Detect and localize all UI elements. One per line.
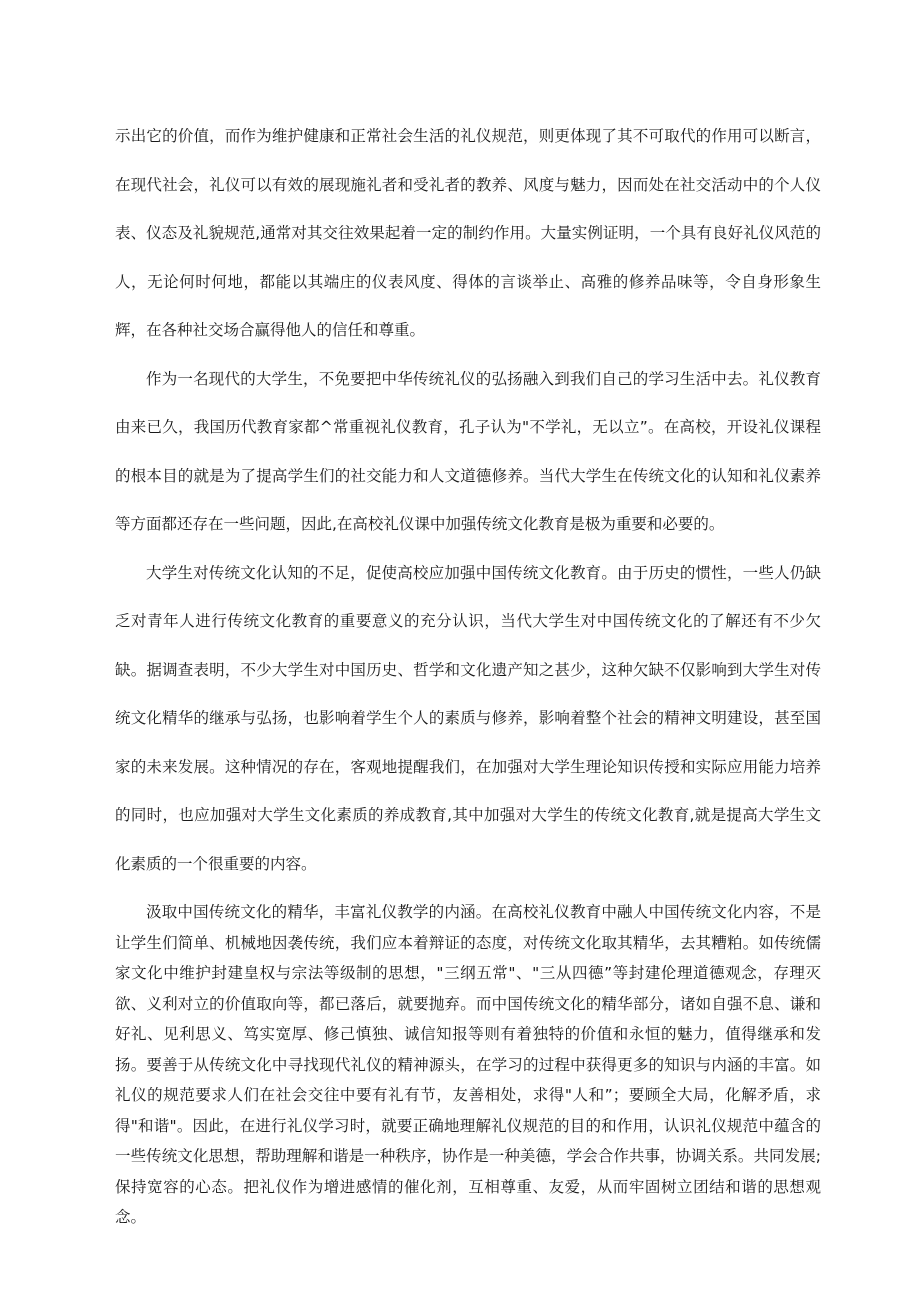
paragraph-cultural-essence: 汲取中国传统文化的精华，丰富礼仪教学的内涵。在高校礼仪教育中融人中国传统文化内容，不是让学生们简单、机械地因袭传统，我们应本着辩证的态度，对传统文化取其精华，去其糟粕。如传统儒家文化中维护封建皇权与宗法等级制的思想，"三纲五常"、"三从四德”等封建伦理道德观念，存理灭欲、义利对立的价值取向等，都已落后，就要抛弃。而中国传统文化的精华部分，诸如自强不息、谦和好礼、见利思义、笃实宽厚、修己慎独、诚信知报等则有着独特的价值和永恒的魅力，值得继承和发扬。要善于从传统文化中寻找现代礼仪的精神源头，在学习的过程中获得更多的知识与内涵的丰富。如礼仪的规范要求人们在社会交往中要有礼有节，友善相处，求得"人和”；要顾全大局，化解矛盾，求得"和谐"。因此，在进行礼仪学习时，就要正确地理解礼仪规范的目的和作用，认识礼仪规范中蕴含的一些传统文化思想，帮助理解和谐是一种秩序，协作是一种美德，学会合作共事，协调关系。共同发展;保持宽容的心态。把礼仪作为增进感情的催化剂，互相尊重、友爱，从而牢固树立团结和谐的思想观念。 — [115, 903, 821, 1226]
paragraph-cultural-awareness: 大学生对传统文化认知的不足，促使高校应加强中国传统文化教育。由于历史的惯性，一些人仍缺乏对青年人进行传统文化教育的重要意义的充分认识，当代大学生对中国传统文化的了解还有不少欠缺。据调查表明，不少大学生对中国历史、哲学和文化遗产知之甚少，这种欠缺不仅影响到大学生对传统文化精华的继承与弘扬，也影响着学生个人的素质与修养，影响着整个社会的精神文明建设，甚至国家的未来发展。这种情况的存在，客观地提醒我们，在加强对大学生理论知识传授和实际应用能力培养的同时，也应加强对大学生文化素质的养成教育,其中加强对大学生的传统文化教育,就是提高大学生文化素质的一个很重要的内容。 — [115, 563, 821, 873]
paragraph-student-etiquette: 作为一名现代的大学生，不免要把中华传统礼仪的弘扬融入到我们自己的学习生活中去。礼仪教育由来已久，我国历代教育家都^常重视礼仪教育，孔子认为"不学礼，无以立”。在高校，开设礼仪课程的根本目的就是为了提高学生们的社交能力和人文道德修养。当代大学生在传统文化的认知和礼仪素养等方面都还存在一些问题，因此,在高校礼仪课中加强传统文化教育是极为重要和必要的。 — [115, 369, 821, 533]
document-page — [115, 112, 821, 1233]
paragraph-etiquette-value: 示出它的价值，而作为维护健康和正常社会生活的礼仪规范，则更体现了其不可取代的作用可以断言，在现代社会，礼仪可以有效的展现施礼者和受礼者的教养、风度与魅力，因而处在社交活动中的个人仪表、仪态及礼貌规范,通常对其交往效果起着一定的制约作用。大量实例证明，一个具有良好礼仪风范的人，无论何时何地，都能以其端庄的仪表风度、得体的言谈举止、高雅的修养品味等，令自身形象生辉，在各种社交场合赢得他人的信任和尊重。 — [115, 127, 821, 339]
